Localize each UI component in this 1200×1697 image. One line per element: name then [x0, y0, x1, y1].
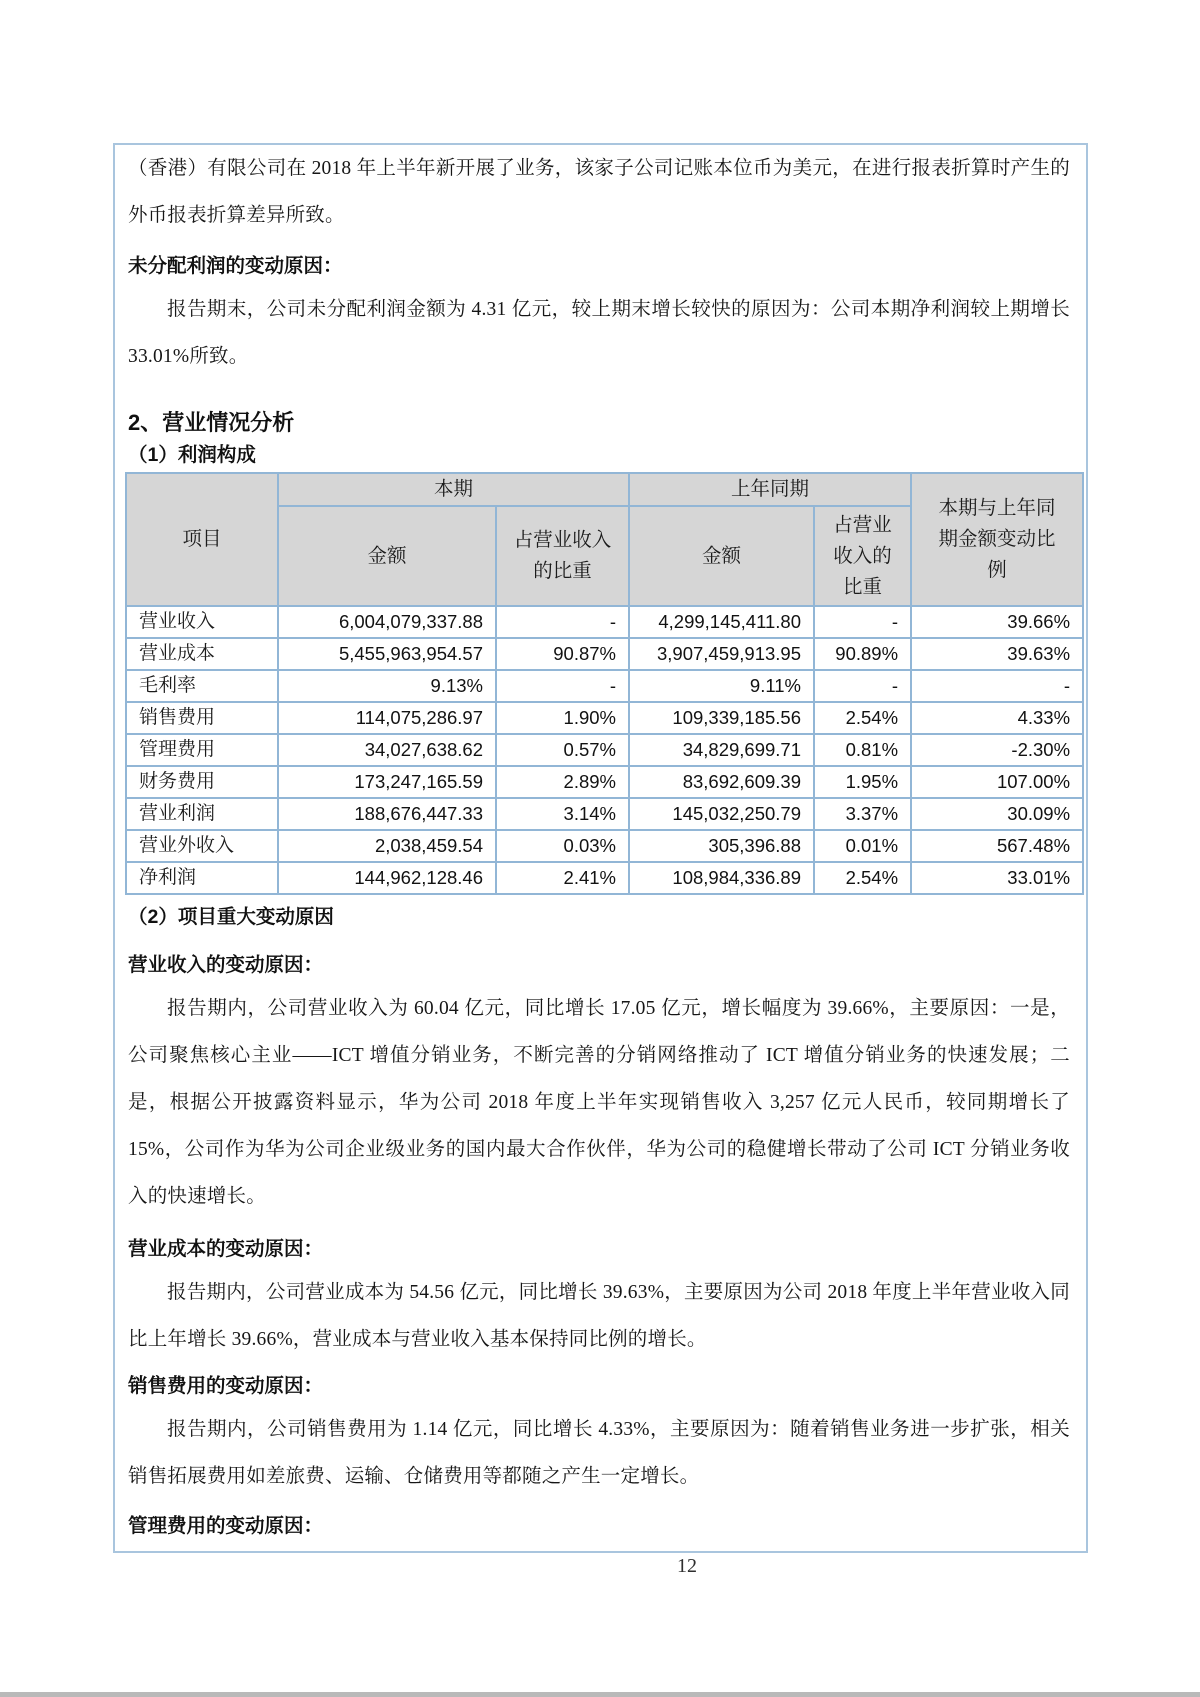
cell-prior-ratio: 1.95%: [814, 766, 911, 798]
cell-item: 营业利润: [126, 798, 278, 830]
cell-item: 毛利率: [126, 670, 278, 702]
heading-profit-composition: （1）利润构成: [128, 444, 256, 466]
page-content-frame: [113, 143, 1088, 1553]
table-row: [126, 606, 1083, 638]
cell-item: 营业成本: [126, 638, 278, 670]
cell-item: 营业外收入: [126, 830, 278, 862]
table-row: [126, 670, 1083, 702]
cell-current-ratio: 0.57%: [496, 734, 629, 766]
cell-current-amount: 9.13%: [278, 670, 496, 702]
col-header-prior-period: 上年同期: [629, 473, 911, 506]
cell-change-ratio: -2.30%: [911, 734, 1083, 766]
cell-current-ratio: -: [496, 606, 629, 638]
heading-business-analysis: 2、营业情况分析: [128, 410, 295, 435]
heading-major-changes: （2）项目重大变动原因: [128, 906, 334, 928]
cell-item: 管理费用: [126, 734, 278, 766]
cell-change-ratio: 567.48%: [911, 830, 1083, 862]
cell-prior-ratio: 90.89%: [814, 638, 911, 670]
cell-change-ratio: 39.66%: [911, 606, 1083, 638]
cell-prior-ratio: -: [814, 670, 911, 702]
scan-edge-strip: [0, 1692, 1200, 1697]
profit-composition-table: [125, 472, 1084, 895]
cell-prior-amount: 34,829,699.71: [629, 734, 814, 766]
cell-change-ratio: -: [911, 670, 1083, 702]
paragraph-selling-expense-change: 报告期内，公司销售费用为 1.14 亿元，同比增长 4.33%，主要原因为：随着销售业务进一步扩张，相关销售拓展费用如差旅费、运输、仓储费用等都随之产生一定增长。: [128, 1419, 1070, 1487]
cell-prior-amount: 108,984,336.89: [629, 862, 814, 894]
page-number: 12: [677, 1555, 697, 1577]
cell-change-ratio: 30.09%: [911, 798, 1083, 830]
table-row: [126, 734, 1083, 766]
heading-cost-change: 营业成本的变动原因：: [128, 1238, 324, 1260]
cell-current-amount: 6,004,079,337.88: [278, 606, 496, 638]
cell-item: 营业收入: [126, 606, 278, 638]
heading-admin-expense-change: 管理费用的变动原因：: [128, 1515, 324, 1537]
paragraph-cost-change: 报告期内，公司营业成本为 54.56 亿元，同比增长 39.63%，主要原因为公司 2018 年度上半年营业收入同比上年增长 39.66%，营业成本与营业收入基本保持同比例的增长。: [128, 1282, 1070, 1350]
cell-prior-amount: 83,692,609.39: [629, 766, 814, 798]
cell-change-ratio: 33.01%: [911, 862, 1083, 894]
cell-current-ratio: 0.03%: [496, 830, 629, 862]
cell-prior-amount: 9.11%: [629, 670, 814, 702]
paragraph-undistributed-profit: 报告期末，公司未分配利润金额为 4.31 亿元，较上期末增长较快的原因为：公司本期净利润较上期增长 33.01%所致。: [128, 299, 1070, 367]
col-header-current-period: 本期: [278, 473, 629, 506]
cell-current-amount: 114,075,286.97: [278, 702, 496, 734]
profit-table-header: [126, 473, 1083, 606]
table-row: [126, 862, 1083, 894]
cell-prior-ratio: 0.81%: [814, 734, 911, 766]
col-header-ratio-prior: 占营业收入的比重: [814, 506, 911, 606]
cell-current-ratio: 3.14%: [496, 798, 629, 830]
table-row: [126, 638, 1083, 670]
cell-change-ratio: 107.00%: [911, 766, 1083, 798]
heading-undistributed-profit: 未分配利润的变动原因：: [128, 255, 343, 277]
col-header-amount-current: 金额: [278, 506, 496, 606]
cell-current-ratio: 2.89%: [496, 766, 629, 798]
col-header-ratio-current: 占营业收入的比重: [496, 506, 629, 606]
cell-prior-ratio: -: [814, 606, 911, 638]
cell-current-amount: 5,455,963,954.57: [278, 638, 496, 670]
cell-current-ratio: 1.90%: [496, 702, 629, 734]
paragraph-revenue-change: 报告期内，公司营业收入为 60.04 亿元，同比增长 17.05 亿元，增长幅度为 39.66%，主要原因：一是，公司聚焦核心主业——ICT 增值分销业务，不断完善的分销网络推动了 ICT 增值分销业务的快速发展；二是，根据公开披露资料显示，华为公司 2018 年度上半年实现销售收入 3,257 亿元人民币，较同期增长了 15%，公司作为华为公司企业级业务的国内最大合作伙伴，华为公司的稳健增长带动了公司 ICT 分销业务收入的快速增长。: [128, 998, 1070, 1207]
cell-prior-ratio: 2.54%: [814, 702, 911, 734]
table-row: [126, 766, 1083, 798]
table-row: [126, 798, 1083, 830]
cell-prior-amount: 4,299,145,411.80: [629, 606, 814, 638]
cell-change-ratio: 4.33%: [911, 702, 1083, 734]
table-row: [126, 830, 1083, 862]
cell-item: 销售费用: [126, 702, 278, 734]
cell-current-amount: 144,962,128.46: [278, 862, 496, 894]
cell-current-ratio: 90.87%: [496, 638, 629, 670]
cell-prior-ratio: 0.01%: [814, 830, 911, 862]
cell-prior-amount: 3,907,459,913.95: [629, 638, 814, 670]
col-header-change-ratio: 本期与上年同期金额变动比例: [911, 473, 1083, 606]
paragraph-intro: （香港）有限公司在 2018 年上半年新开展了业务，该家子公司记账本位币为美元，在进行报表折算时产生的外币报表折算差异所致。: [128, 158, 1070, 226]
cell-change-ratio: 39.63%: [911, 638, 1083, 670]
cell-item: 净利润: [126, 862, 278, 894]
cell-prior-amount: 305,396.88: [629, 830, 814, 862]
col-header-item: 项目: [126, 473, 278, 606]
profit-table-body: [126, 606, 1083, 894]
cell-prior-amount: 145,032,250.79: [629, 798, 814, 830]
cell-current-ratio: -: [496, 670, 629, 702]
cell-prior-ratio: 2.54%: [814, 862, 911, 894]
table-row: [126, 702, 1083, 734]
header-row-top: [126, 473, 1083, 506]
col-header-amount-prior: 金额: [629, 506, 814, 606]
cell-prior-ratio: 3.37%: [814, 798, 911, 830]
cell-current-ratio: 2.41%: [496, 862, 629, 894]
heading-selling-expense-change: 销售费用的变动原因：: [128, 1375, 324, 1397]
cell-current-amount: 188,676,447.33: [278, 798, 496, 830]
cell-current-amount: 34,027,638.62: [278, 734, 496, 766]
cell-prior-amount: 109,339,185.56: [629, 702, 814, 734]
cell-current-amount: 2,038,459.54: [278, 830, 496, 862]
cell-current-amount: 173,247,165.59: [278, 766, 496, 798]
cell-item: 财务费用: [126, 766, 278, 798]
heading-revenue-change: 营业收入的变动原因：: [128, 954, 324, 976]
